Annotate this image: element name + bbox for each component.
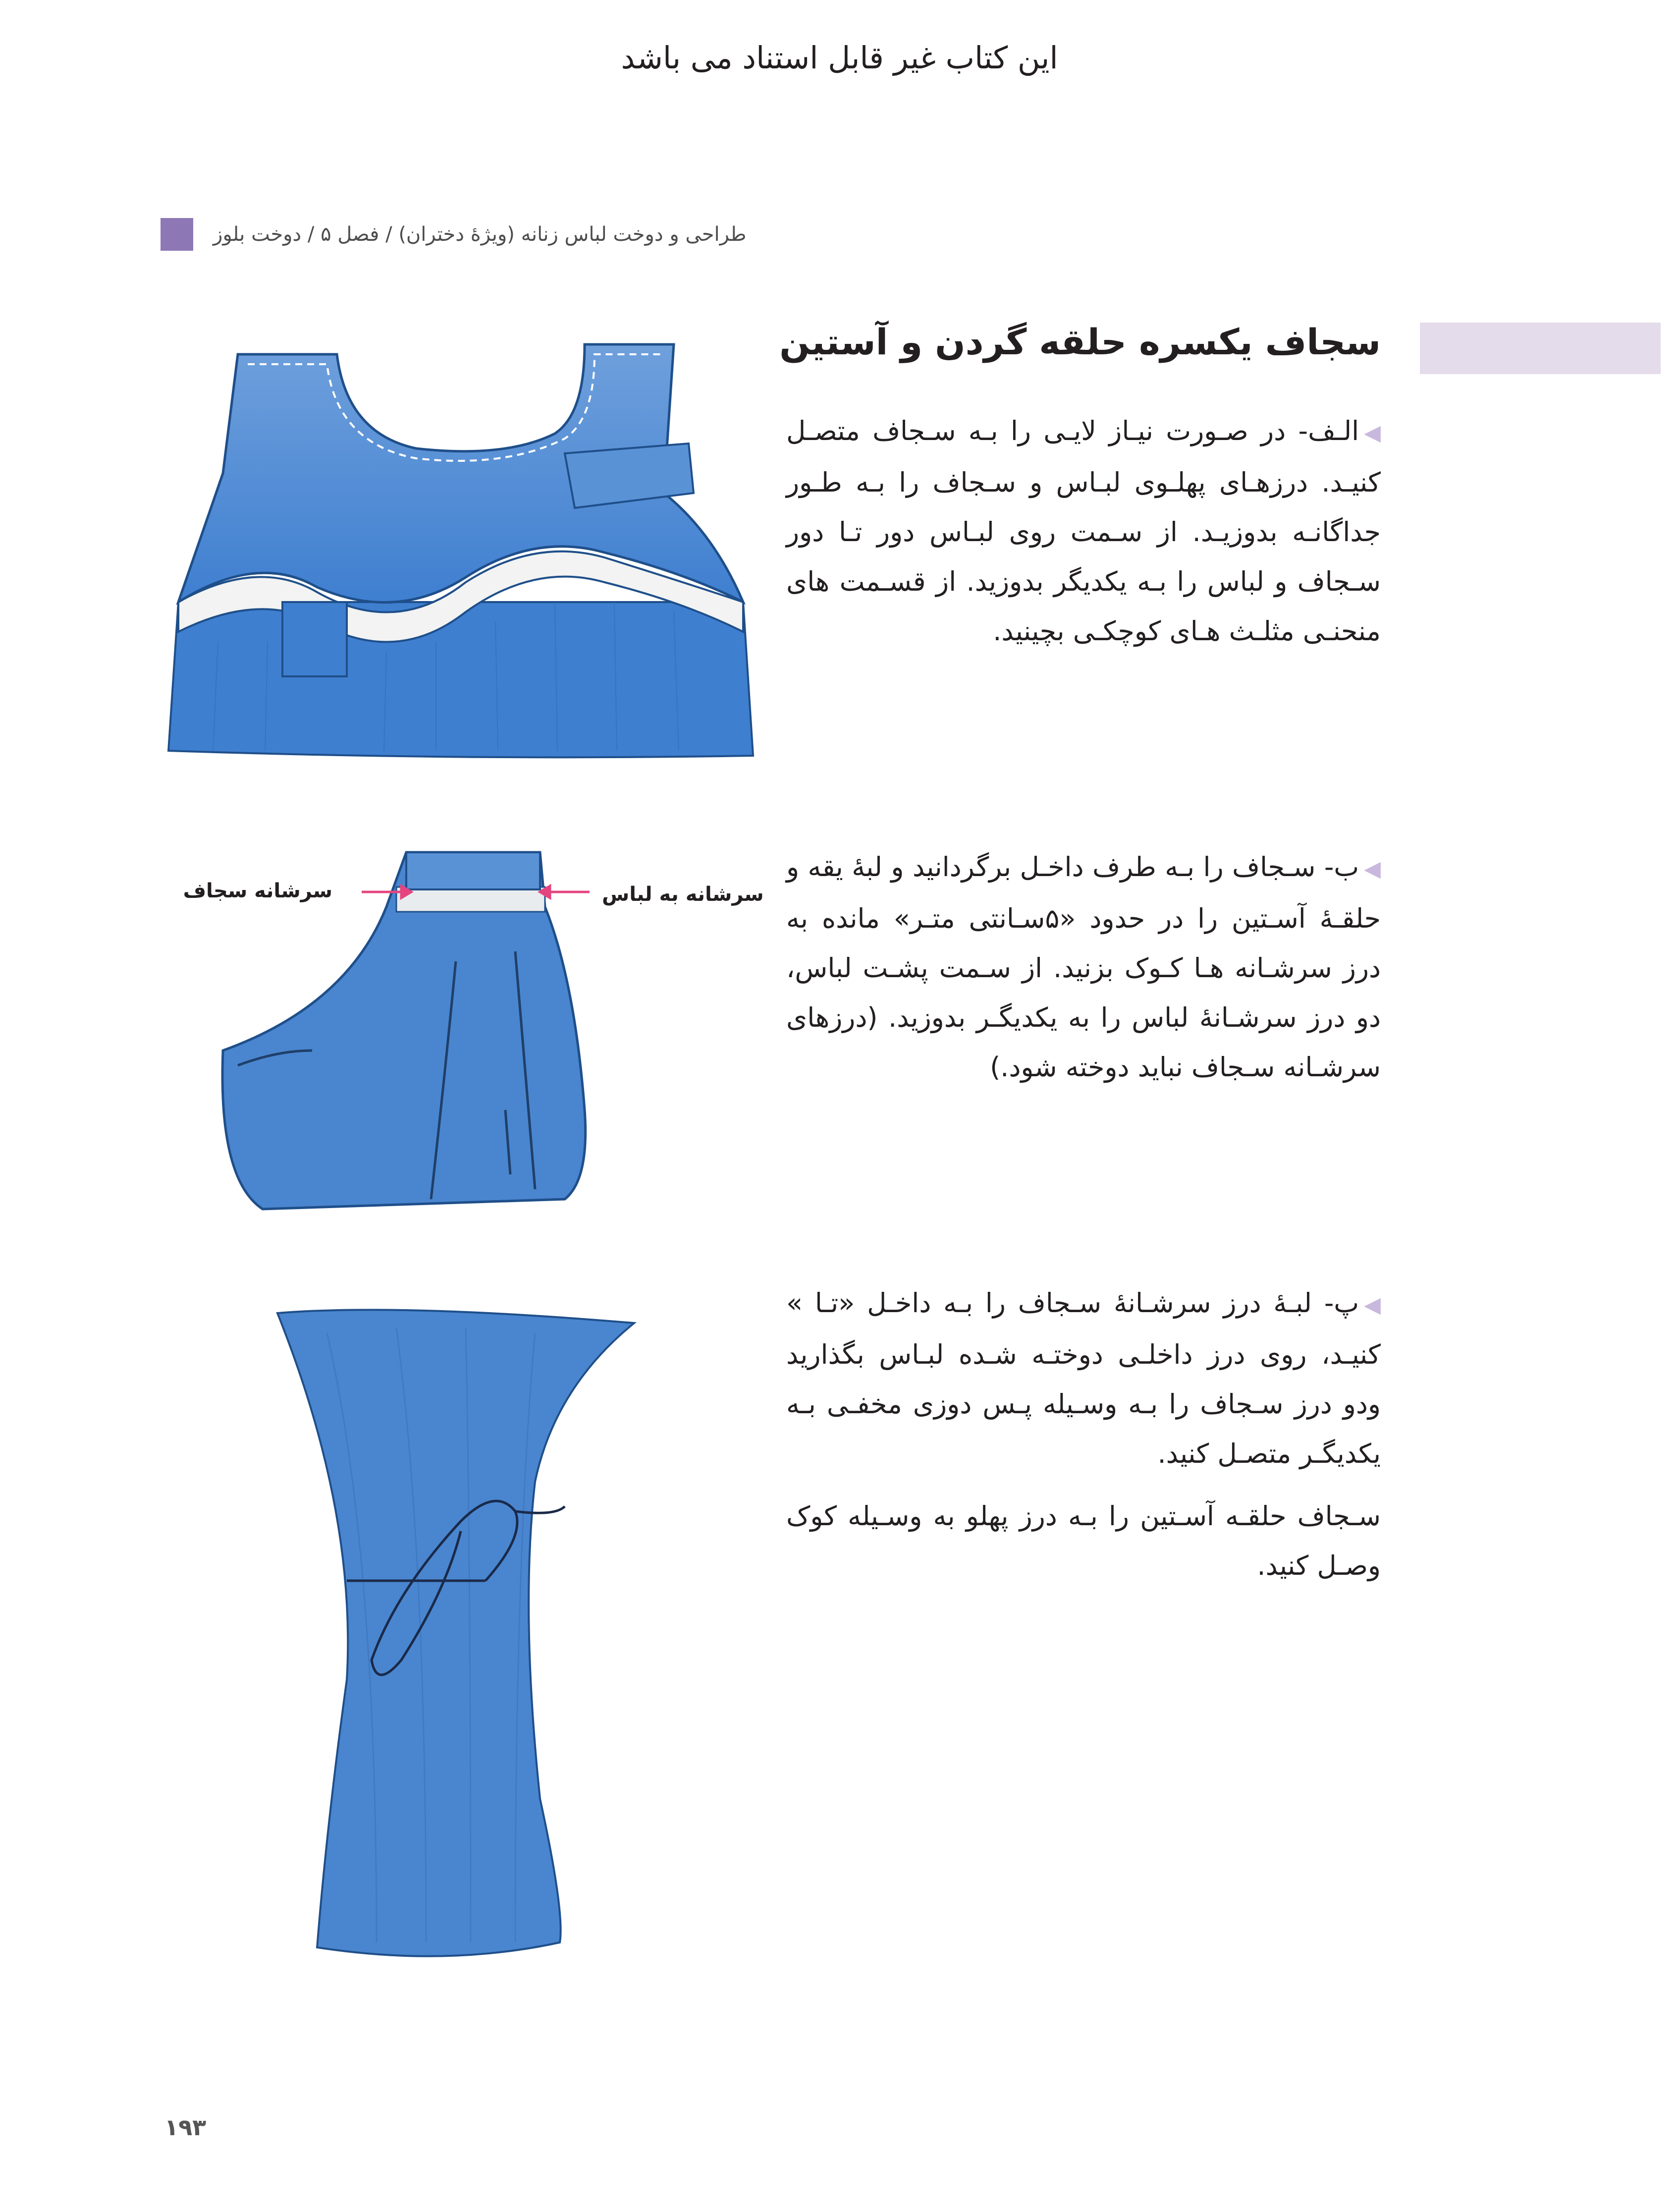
paragraph-pe-2-text: سـجاف حلقـه آسـتین را بـه درز پهلو به وسـیله کوک وصـل کنید. bbox=[786, 1500, 1381, 1581]
heading-accent-bar bbox=[1420, 323, 1661, 374]
garment-body-shape bbox=[168, 602, 753, 757]
paragraph-pe-2 bbox=[786, 1492, 1381, 1591]
facing-piece-shape bbox=[277, 1310, 634, 1956]
triangle-left-icon: ◀ bbox=[1364, 1292, 1381, 1318]
breadcrumb-text: طراحی و دوخت لباس زنانه (ویژهٔ دختران) / فصل ۵ / دوخت بلوز bbox=[213, 223, 747, 246]
shoulder-facing-edge bbox=[396, 887, 545, 912]
side-flap bbox=[565, 443, 694, 508]
shoulder-band bbox=[406, 852, 540, 889]
top-note: این کتاب غیر قابل استناد می باشد bbox=[621, 40, 1058, 76]
paragraph-pe bbox=[786, 1278, 1381, 1479]
figure-hand-stitch bbox=[248, 1303, 704, 1982]
page-number: ۱۹۳ bbox=[164, 2114, 207, 2141]
triangle-left-icon: ◀ bbox=[1364, 420, 1381, 445]
section-title: سجاف یکسره حلقه گردن و آستین bbox=[779, 321, 1381, 363]
paragraph-be bbox=[786, 842, 1381, 1092]
label-shoulder-garment: سرشانه به لباس bbox=[602, 883, 764, 906]
breadcrumb bbox=[161, 218, 746, 251]
paragraph-pe-text: پ- لبـهٔ درز سرشـانهٔ سـجاف را بـه داخـل «تـا » کنیـد، روی درز داخلـی دوختـه شـده لبـاس بگذارید ودو درز سـجاف را بـه وسـیله پـس دوزی مخفـی بـه یکدیگـر متصـل کنید. bbox=[786, 1287, 1381, 1469]
paragraph-be-text: ب- سـجاف را بـه طرف داخـل برگردانید و لبهٔ یقه و حلقـهٔ آسـتین را در حدود «۵سـانتی متـر» مانده به درز سرشـانه هـا کـوک بزنید. از سـمت پشـت لباس، دو درز سرشـانهٔ لباس را به یکدیگـر بدوزید. (درزهای سرشـانه سـجاف نباید دوخته شود.) bbox=[786, 851, 1381, 1083]
breadcrumb-square-icon bbox=[161, 218, 193, 251]
paragraph-alef-text: الـف- در صـورت نیـاز لایـی را بـه سـجاف متصـل کنیـد. درزهـای پهلـوی لبـاس و سـجاف را بـه طـور جداگانـه بدوزیـد. از سـمت روی لبـاس دور تـا دور سـجاف و لباس را بـه یکدیگر بدوزید. از قسـمت های منحنـی مثلـث هـای کوچکـی بچینید. bbox=[786, 415, 1381, 647]
figure-facing-attached bbox=[159, 325, 758, 761]
triangle-left-icon: ◀ bbox=[1364, 856, 1381, 882]
paragraph-alef bbox=[786, 406, 1381, 656]
label-shoulder-facing: سرشانه سجاف bbox=[183, 880, 332, 902]
pocket-tab bbox=[282, 602, 347, 676]
